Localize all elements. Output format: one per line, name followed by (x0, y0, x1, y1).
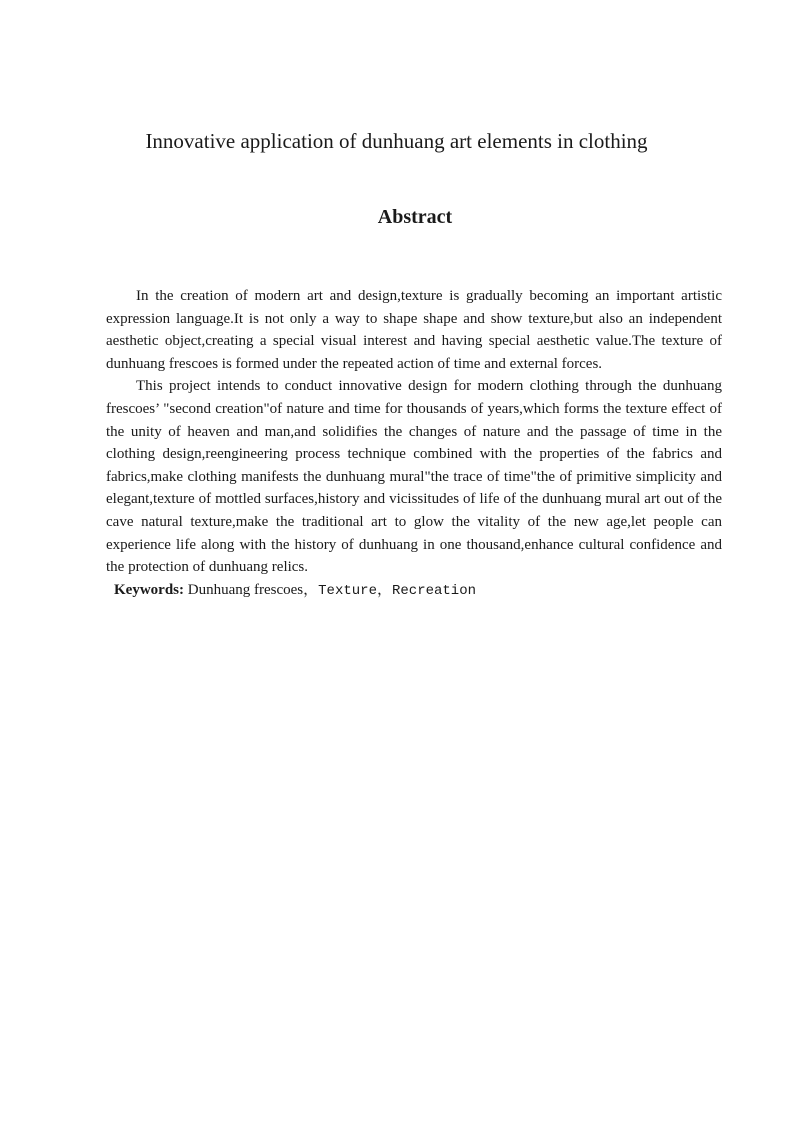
paper-title: Innovative application of dunhuang art elements in clothing (145, 129, 648, 153)
abstract-body (106, 285, 722, 602)
keywords-line (106, 579, 722, 603)
keyword-1: Dunhuang frescoes (187, 581, 304, 598)
keyword-separator-1: ， (303, 581, 319, 598)
abstract-heading: Abstract (377, 206, 453, 228)
keyword-separator-2: ， (376, 581, 392, 598)
abstract-paragraph-2: This project intends to conduct innovative design for modern clothing through the dunhuang frescoes’ "second creation"of nature and time for thousands of years,which forms the texture effect of the unity of heaven and man,and solidifies the changes of nature and the passage of time in the clothing design,reengineering process technique combined with the properties of the fabrics and fabrics,make clothing manifests the dunhuang mural"the trace of time"the of primitive simplicity and elegant,texture of mottled surfaces,history and vicissitudes of life of the dunhuang mural art out of the cave natural texture,make the traditional art to glow the vitality of the new age,let people can experience life along with the history of dunhuang in one thousand,enhance cultural confidence and the protection of dunhuang relics. (106, 378, 722, 576)
keyword-2: Texture (318, 582, 377, 599)
keywords-label: Keywords: (114, 581, 184, 598)
keyword-3: Recreation (391, 582, 476, 599)
abstract-paragraph-1: In the creation of modern art and design,texture is gradually becoming an important artistic expression language.It is not only a way to shape shape and show texture,but also an independent aesthetic object,creating a special visual interest and having special aesthetic value.The texture of dunhuang frescoes is formed under the repeated action of time and external forces. (106, 288, 722, 372)
